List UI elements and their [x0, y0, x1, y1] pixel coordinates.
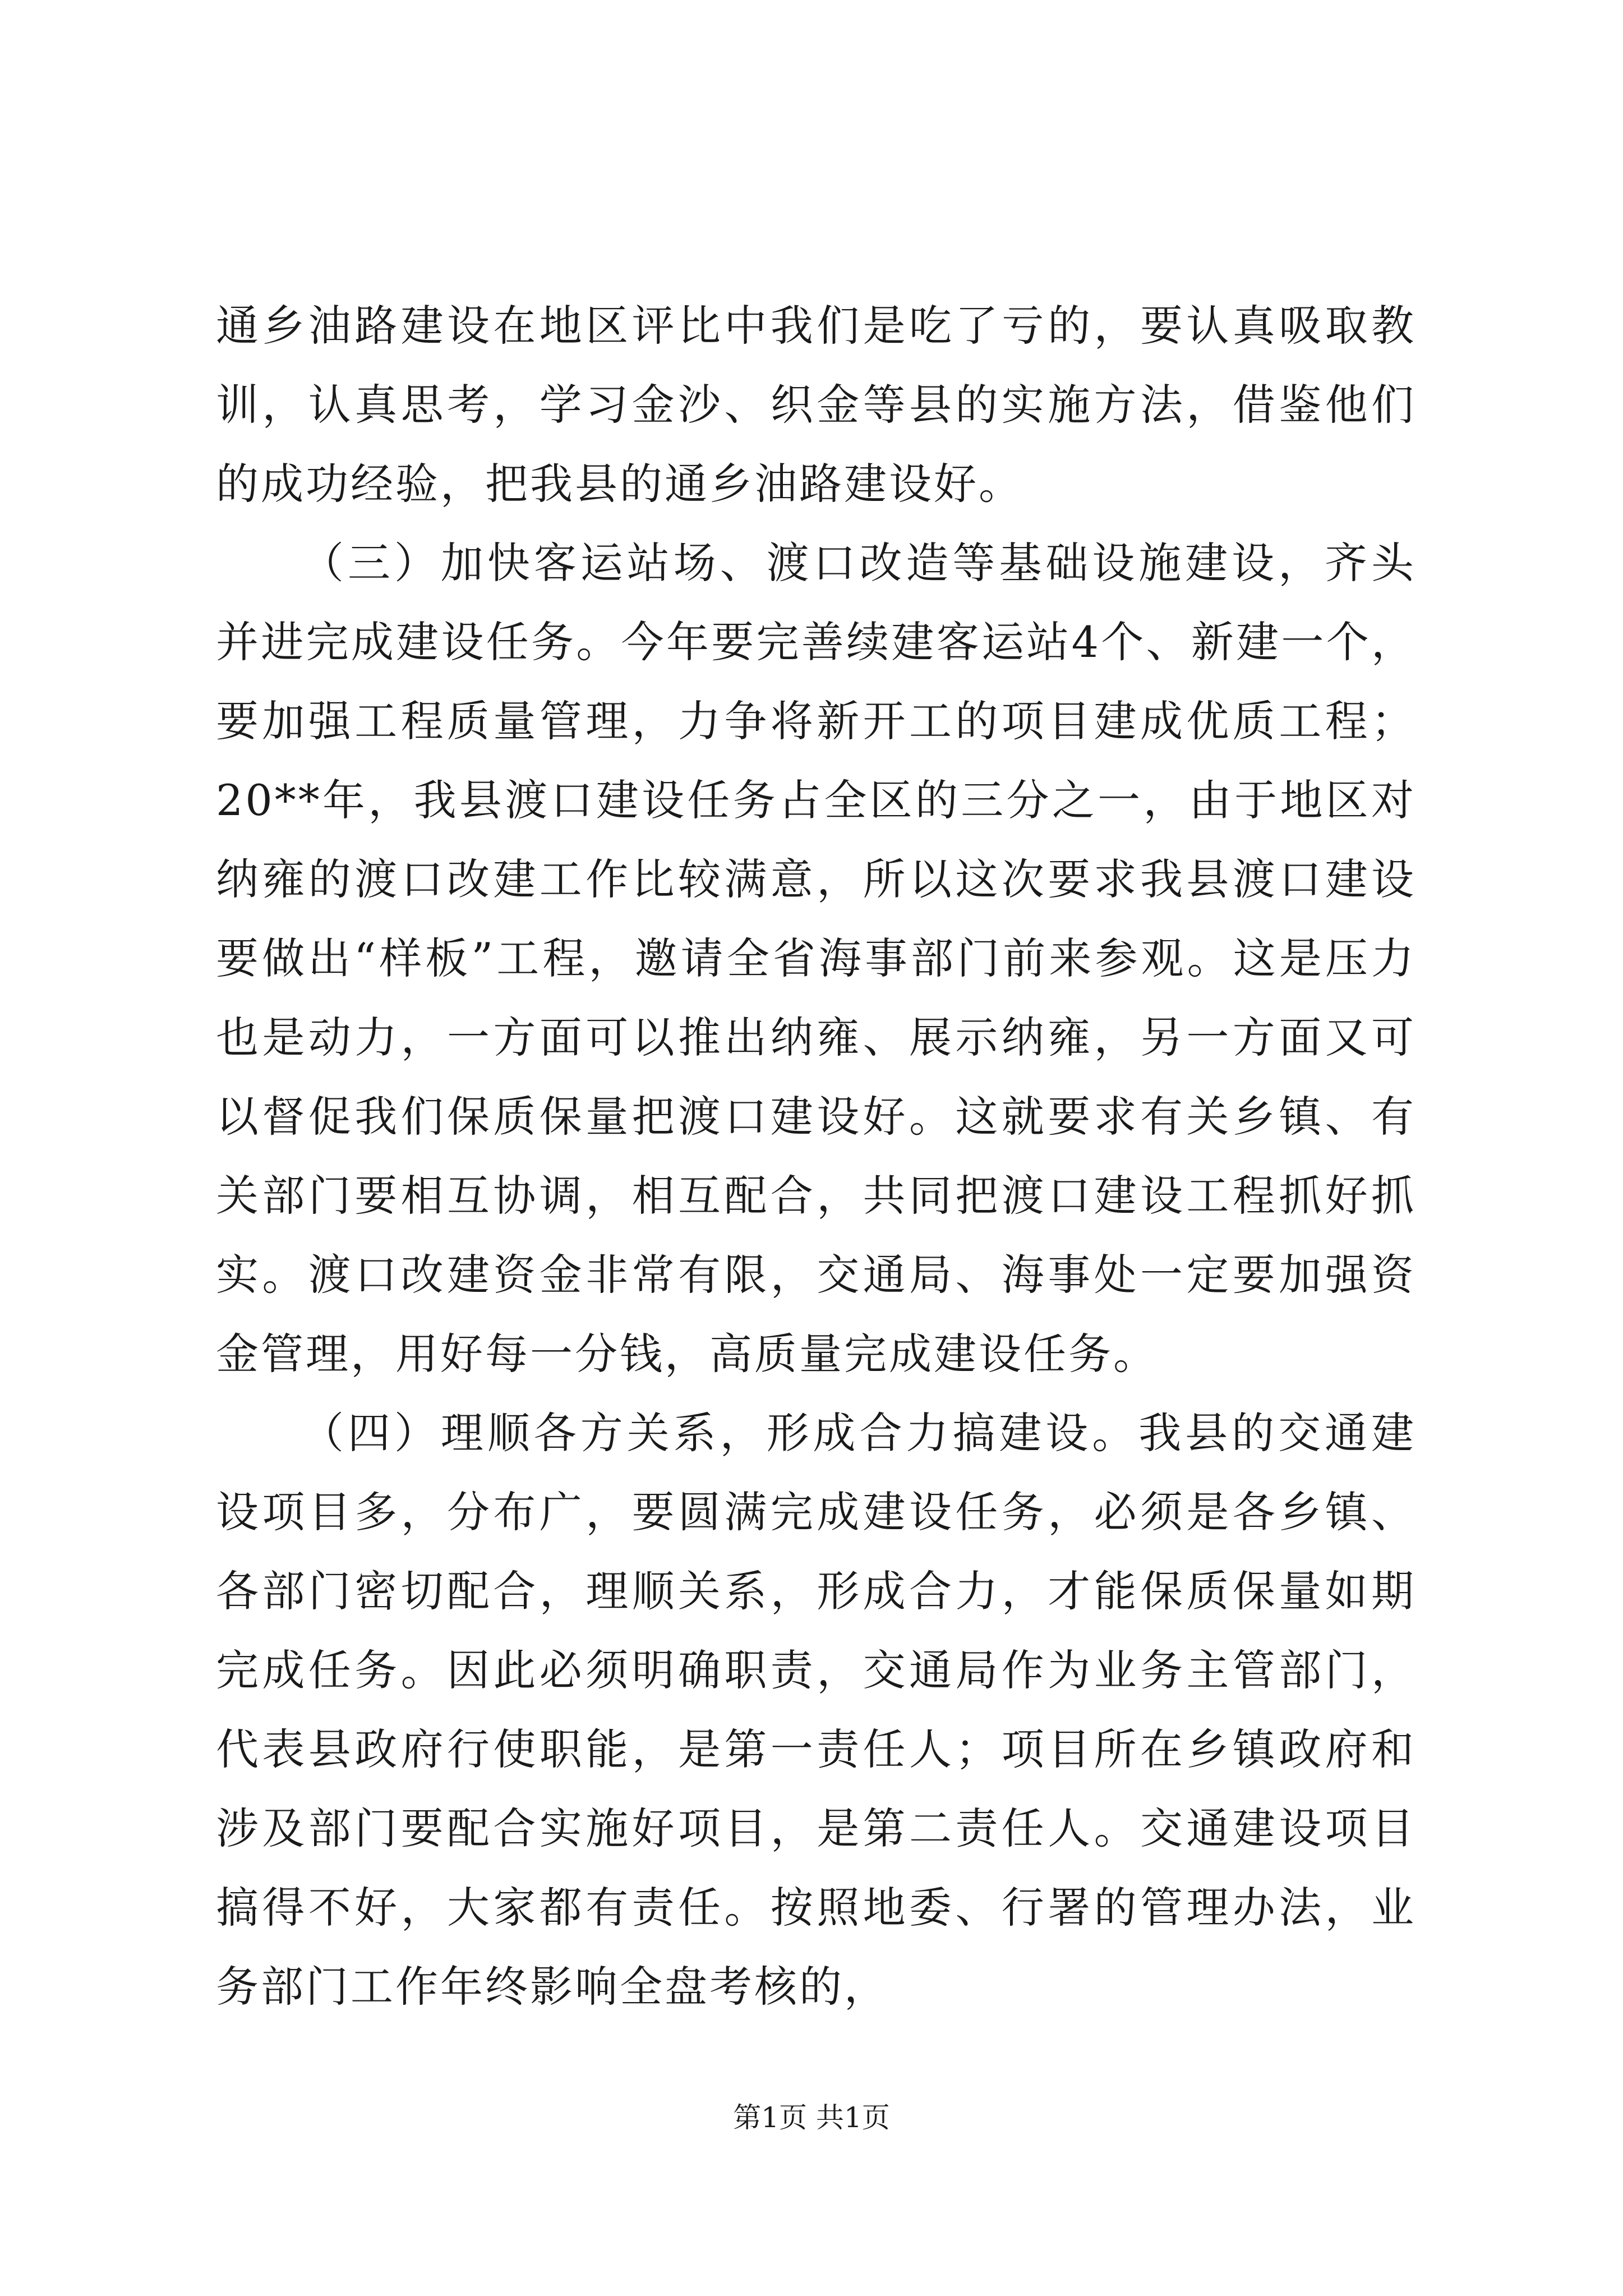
paragraph-continuation: 通乡油路建设在地区评比中我们是吃了亏的，要认真吸取教训，认真思考，学习金沙、织金等县的实施方法，借鉴他们的成功经验，把我县的通乡油路建设好。 [216, 301, 1416, 509]
page-number-label: 第1页 共1页 [733, 2101, 890, 2134]
document-body [216, 286, 1416, 2026]
paragraph-section-four: （四）理顺各方关系，形成合力搞建设。我县的交通建设项目多，分布广，要圆满完成建设任务，必须是各乡镇、各部门密切配合，理顺关系，形成合力，才能保质保量如期完成任务。因此必须明确职责，交通局作为业务主管部门，代表县政府行使职能，是第一责任人；项目所在乡镇政府和涉及部门要配合实施好项目，是第二责任人。交通建设项目搞得不好，大家都有责任。按照地委、行署的管理办法，业务部门工作年终影响全盘考核的， [216, 1408, 1416, 2012]
paragraph-section-three: （三）加快客运站场、渡口改造等基础设施建设，齐头并进完成建设任务。今年要完善续建客运站4个、新建一个，要加强工程质量管理，力争将新开工的项目建成优质工程；20**年，我县渡口建设任务占全区的三分之一，由于地区对纳雍的渡口改建工作比较满意，所以这次要求我县渡口建设要做出“样板”工程，邀请全省海事部门前来参观。这是压力也是动力，一方面可以推出纳雍、展示纳雍，另一方面又可以督促我们保质保量把渡口建设好。这就要求有关乡镇、有关部门要相互协调，相互配合，共同把渡口建设工程抓好抓实。渡口改建资金非常有限，交通局、海事处一定要加强资金管理，用好每一分钱，高质量完成建设任务。 [216, 538, 1416, 1379]
page-footer [0, 2101, 1623, 2134]
